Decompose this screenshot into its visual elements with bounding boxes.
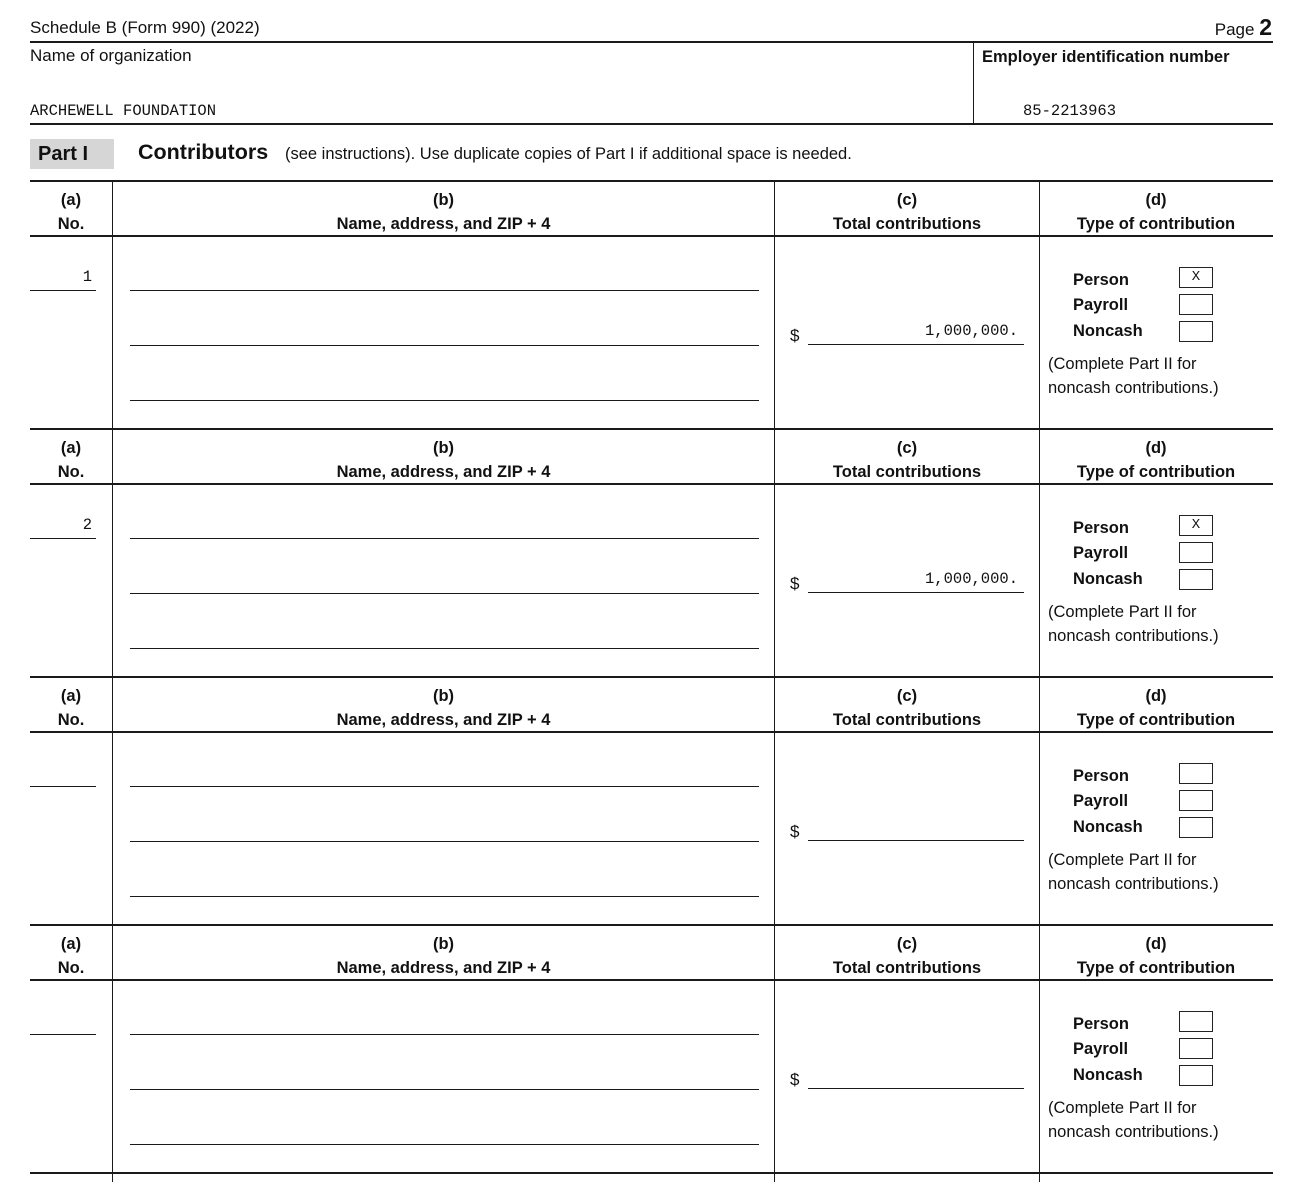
- person-label: Person: [1073, 271, 1129, 289]
- page-number: [1215, 14, 1272, 41]
- part-description: (see instructions). Use duplicate copies of Part I if additional space is needed.: [285, 145, 852, 163]
- col-b-code: (b): [432, 935, 455, 953]
- number-underline: [30, 1034, 96, 1035]
- number-underline: [30, 786, 96, 787]
- form-title: Schedule B (Form 990) (2022): [30, 18, 260, 37]
- page-label: Page: [1214, 20, 1255, 39]
- name-line-1-rule: [130, 538, 759, 539]
- col-b-header: [113, 436, 774, 484]
- col-b-header: [113, 188, 774, 236]
- col-c-label: Total contributions: [832, 711, 982, 729]
- col-c-code: (c): [896, 191, 918, 209]
- name-line-1-rule: [130, 1034, 759, 1035]
- col-d-code: (d): [1145, 687, 1167, 705]
- col-d-label: Type of contribution: [1076, 711, 1236, 729]
- col-c-header: [775, 684, 1039, 732]
- col-d-code: (d): [1145, 191, 1167, 209]
- col-a-label: No.: [57, 215, 85, 233]
- header-bottom-rule: [30, 731, 1273, 733]
- ein-field[interactable]: 85-2213963: [1023, 102, 1117, 120]
- name-line-1[interactable]: [130, 270, 758, 290]
- header-rule: [30, 41, 1273, 43]
- name-line-3-rule: [130, 400, 759, 401]
- col-c-code: (c): [896, 439, 918, 457]
- header-bottom-rule: [30, 235, 1273, 237]
- name-line-3-rule: [130, 648, 759, 649]
- noncash-note: [1048, 1096, 1219, 1144]
- noncash-checkbox[interactable]: [1179, 1065, 1213, 1086]
- amount-underline: [808, 592, 1024, 593]
- col-divider-a: [112, 180, 113, 1182]
- name-line-2[interactable]: [130, 1069, 758, 1089]
- col-divider-c: [1039, 180, 1040, 1182]
- col-b-label: Name, address, and ZIP + 4: [336, 463, 551, 481]
- contributor-number[interactable]: 1: [82, 268, 92, 286]
- name-line-2-rule: [130, 345, 759, 346]
- col-a-label: No.: [57, 711, 85, 729]
- name-line-2-rule: [130, 593, 759, 594]
- col-a-label: No.: [57, 959, 85, 977]
- noncash-label: Noncash: [1073, 818, 1143, 836]
- col-b-code: (b): [432, 439, 455, 457]
- noncash-label: Noncash: [1073, 570, 1143, 588]
- col-a-code: (a): [60, 191, 82, 209]
- col-d-code: (d): [1145, 935, 1167, 953]
- payroll-checkbox[interactable]: [1179, 790, 1213, 811]
- person-label: Person: [1073, 519, 1129, 537]
- col-b-header: [113, 932, 774, 980]
- name-line-2[interactable]: [130, 325, 758, 345]
- contributor-number[interactable]: 2: [82, 516, 92, 534]
- person-checkbox[interactable]: X: [1179, 515, 1213, 536]
- payroll-label: Payroll: [1073, 544, 1129, 562]
- name-line-3[interactable]: [130, 1124, 758, 1144]
- total-contribution[interactable]: 1,000,000.: [924, 322, 1018, 340]
- amount-underline: [808, 1088, 1024, 1089]
- org-name-label: Name of organization: [30, 46, 192, 65]
- person-checkbox[interactable]: [1179, 763, 1213, 784]
- contributor-block: [0, 428, 1314, 676]
- amount-underline: [808, 344, 1024, 345]
- noncash-note: [1048, 600, 1219, 648]
- block-top-rule: [30, 428, 1273, 430]
- col-a-label: No.: [57, 463, 85, 481]
- name-line-1-rule: [130, 786, 759, 787]
- ein-label: Employer identification number: [982, 48, 1230, 66]
- person-checkbox[interactable]: X: [1179, 267, 1213, 288]
- block-top-rule: [30, 180, 1273, 182]
- col-a-code: (a): [60, 935, 82, 953]
- noncash-note-line-2: noncash contributions.): [1048, 875, 1219, 893]
- col-d-header: [1040, 436, 1272, 484]
- col-d-label: Type of contribution: [1076, 959, 1236, 977]
- part-title: Contributors: [138, 140, 269, 164]
- noncash-checkbox[interactable]: [1179, 321, 1213, 342]
- payroll-label: Payroll: [1073, 1040, 1129, 1058]
- payroll-checkbox[interactable]: [1179, 542, 1213, 563]
- noncash-note-line-2: noncash contributions.): [1048, 1123, 1219, 1141]
- noncash-note: [1048, 352, 1219, 400]
- col-a-header: [30, 684, 112, 732]
- noncash-note: [1048, 848, 1219, 896]
- col-d-header: [1040, 684, 1272, 732]
- block-top-rule: [30, 676, 1273, 678]
- name-rule: [30, 123, 1273, 125]
- col-c-header: [775, 932, 1039, 980]
- block-top-rule: [30, 924, 1273, 926]
- name-line-2[interactable]: [130, 573, 758, 593]
- col-c-label: Total contributions: [832, 959, 982, 977]
- contributor-block: [0, 180, 1314, 428]
- col-b-code: (b): [432, 191, 455, 209]
- name-line-3[interactable]: [130, 876, 758, 896]
- noncash-checkbox[interactable]: [1179, 817, 1213, 838]
- noncash-checkbox[interactable]: [1179, 569, 1213, 590]
- col-c-label: Total contributions: [832, 463, 982, 481]
- col-a-header: [30, 436, 112, 484]
- col-c-code: (c): [896, 935, 918, 953]
- col-a-code: (a): [60, 687, 82, 705]
- noncash-note-line-1: (Complete Part II for: [1048, 851, 1197, 869]
- col-a-code: (a): [60, 439, 82, 457]
- noncash-note-line-1: (Complete Part II for: [1048, 355, 1197, 373]
- noncash-note-line-1: (Complete Part II for: [1048, 603, 1197, 621]
- col-c-code: (c): [896, 687, 918, 705]
- col-d-header: [1040, 932, 1272, 980]
- name-line-1-rule: [130, 290, 759, 291]
- name-line-3[interactable]: [130, 380, 758, 400]
- payroll-label: Payroll: [1073, 296, 1129, 314]
- noncash-label: Noncash: [1073, 1066, 1143, 1084]
- col-d-header: [1040, 188, 1272, 236]
- name-line-2[interactable]: [130, 821, 758, 841]
- amount-underline: [808, 840, 1024, 841]
- name-line-1[interactable]: [130, 1014, 758, 1034]
- col-b-label: Name, address, and ZIP + 4: [336, 959, 551, 977]
- person-label: Person: [1073, 1015, 1129, 1033]
- col-divider-b: [774, 180, 775, 1182]
- col-c-header: [775, 188, 1039, 236]
- name-line-3-rule: [130, 896, 759, 897]
- total-contribution[interactable]: 1,000,000.: [924, 570, 1018, 588]
- col-c-label: Total contributions: [832, 215, 982, 233]
- col-d-label: Type of contribution: [1076, 215, 1236, 233]
- payroll-checkbox[interactable]: [1179, 1038, 1213, 1059]
- payroll-checkbox[interactable]: [1179, 294, 1213, 315]
- noncash-note-line-2: noncash contributions.): [1048, 379, 1219, 397]
- col-b-label: Name, address, and ZIP + 4: [336, 711, 551, 729]
- number-underline: [30, 538, 96, 539]
- col-b-header: [113, 684, 774, 732]
- dollar-sign: $: [790, 1070, 800, 1089]
- col-d-code: (d): [1145, 439, 1167, 457]
- col-a-header: [30, 932, 112, 980]
- table-bottom-rule: [30, 1172, 1273, 1174]
- dollar-sign: $: [790, 822, 800, 841]
- payroll-label: Payroll: [1073, 792, 1129, 810]
- name-line-3-rule: [130, 1144, 759, 1145]
- header-bottom-rule: [30, 979, 1273, 981]
- contributor-block: [0, 924, 1314, 1172]
- page-number-value: 2: [1259, 14, 1272, 40]
- noncash-note-line-1: (Complete Part II for: [1048, 1099, 1197, 1117]
- number-underline: [30, 290, 96, 291]
- org-name-field[interactable]: ARCHEWELL FOUNDATION: [30, 102, 217, 120]
- name-line-2-rule: [130, 1089, 759, 1090]
- col-b-code: (b): [432, 687, 455, 705]
- name-line-1[interactable]: [130, 766, 758, 786]
- dollar-sign: $: [790, 326, 800, 345]
- contributor-block: [0, 676, 1314, 924]
- part-label: Part I: [30, 139, 114, 169]
- person-label: Person: [1073, 767, 1129, 785]
- col-a-header: [30, 188, 112, 236]
- name-line-1[interactable]: [130, 518, 758, 538]
- person-checkbox[interactable]: [1179, 1011, 1213, 1032]
- name-line-2-rule: [130, 841, 759, 842]
- name-line-3[interactable]: [130, 628, 758, 648]
- col-c-header: [775, 436, 1039, 484]
- header-bottom-rule: [30, 483, 1273, 485]
- col-b-label: Name, address, and ZIP + 4: [336, 215, 551, 233]
- noncash-label: Noncash: [1073, 322, 1143, 340]
- header-divider: [973, 42, 974, 124]
- dollar-sign: $: [790, 574, 800, 593]
- col-d-label: Type of contribution: [1076, 463, 1236, 481]
- noncash-note-line-2: noncash contributions.): [1048, 627, 1219, 645]
